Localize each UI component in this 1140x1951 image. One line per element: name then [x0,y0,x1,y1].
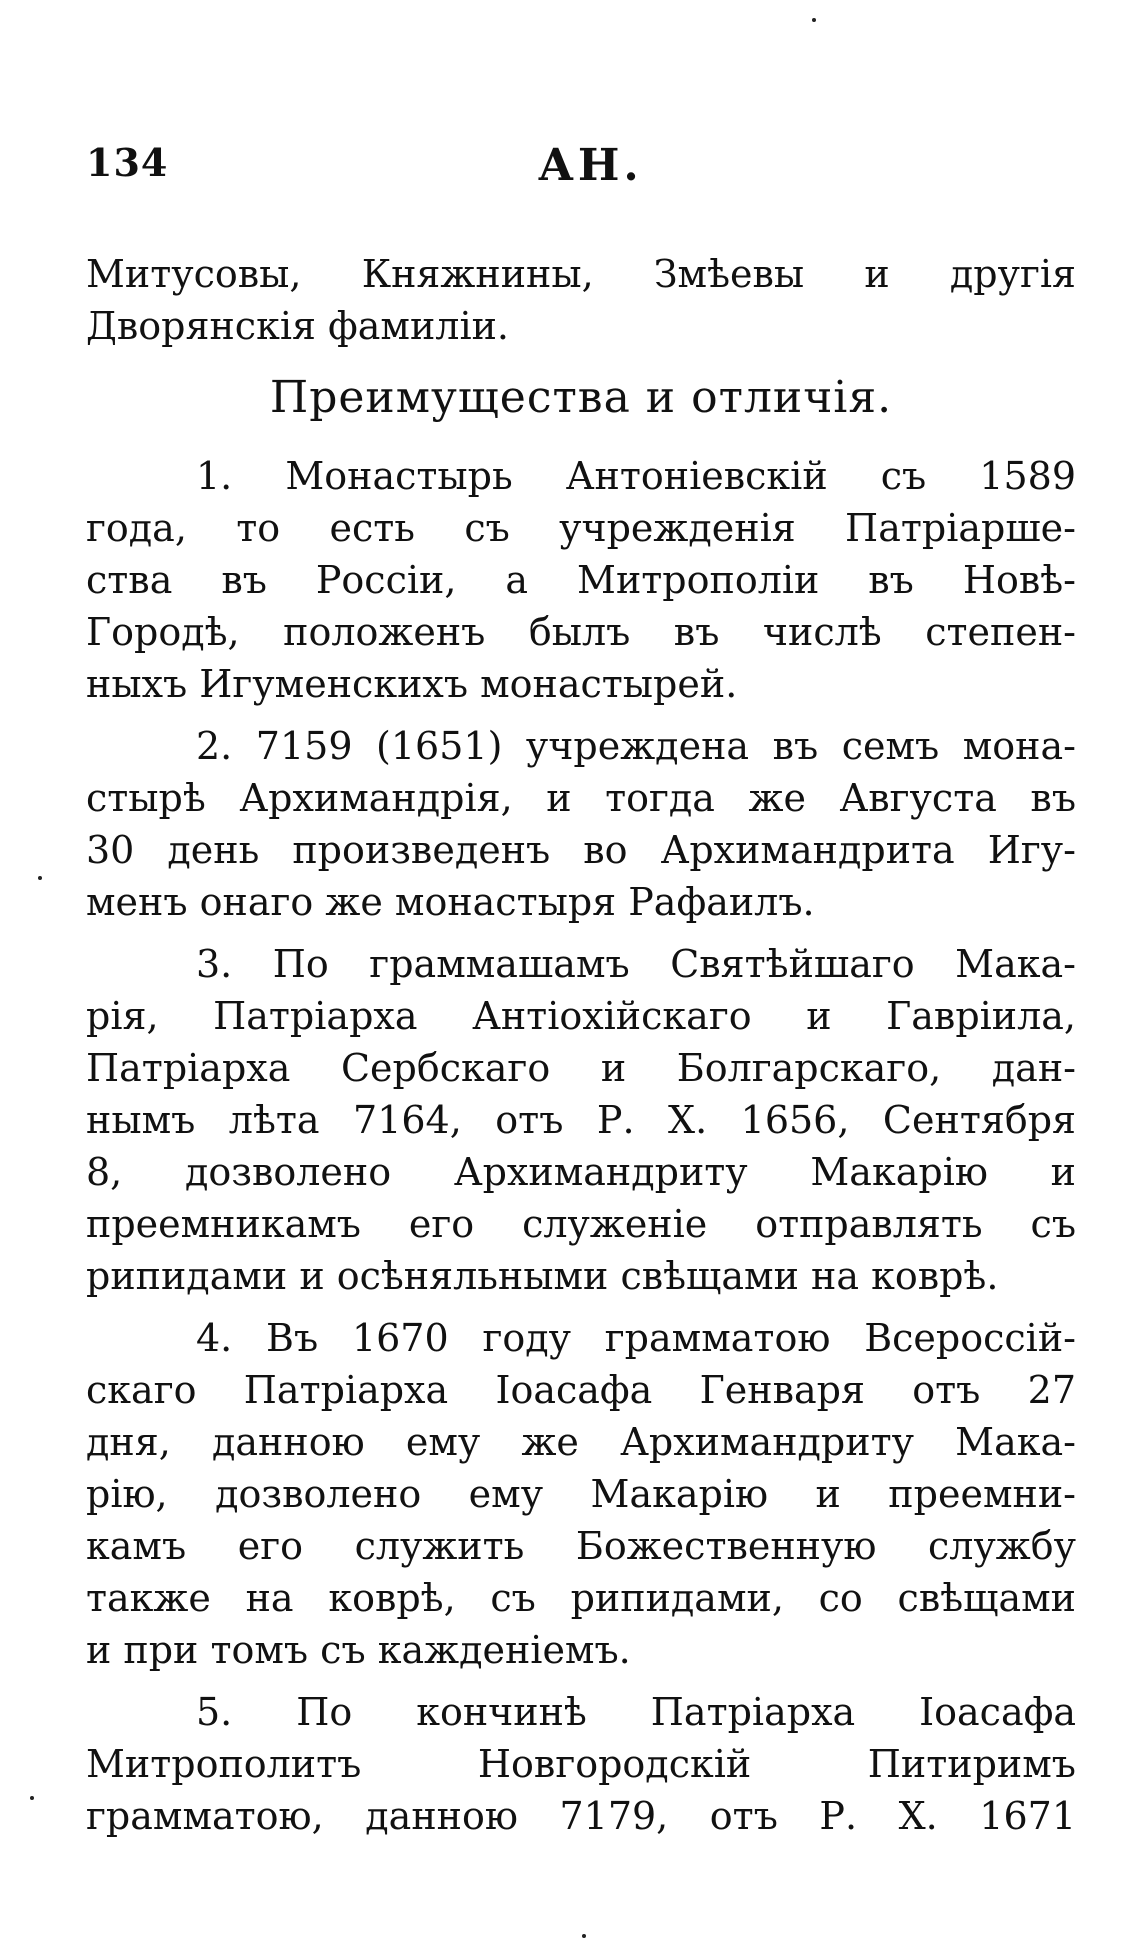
paragraph-3 [86,938,1076,1302]
margin-speck [812,18,816,22]
text-line: скаго Патріарха Іоасафа Генваря отъ 27 [86,1368,1076,1412]
paragraph-4 [86,1312,1076,1676]
margin-speck [38,876,42,880]
text-line: рипидами и осѣняльными свѣщами на коврѣ. [86,1254,999,1298]
text-line: ства въ Россіи, а Митрополіи въ Новѣ- [86,558,1076,602]
text-line: года, то есть съ учрежденія Патріарше- [86,506,1076,550]
text-line: и при томъ съ кажденіемъ. [86,1628,631,1672]
text-line: Митусовы, Княжнины, Змѣевы и другія [86,252,1076,296]
page-header [86,140,1066,200]
text-line: рія, Патріарха Антіохійскаго и Гавріила, [86,994,1076,1038]
text-line: 1. Монастырь Антоніевскій съ 1589 [196,454,1076,498]
text-line: нымъ лѣта 7164, отъ Р. Х. 1656, Сентября [86,1098,1076,1142]
text-line: 5. По кончинѣ Патріарха Іоасафа [196,1690,1076,1734]
text-line: грамматою, данною 7179, отъ Р. Х. 1671 [86,1794,1076,1838]
text-line: Городѣ, положенъ былъ въ числѣ степен- [86,610,1076,654]
text-line: 3. По граммашамъ Святѣйшаго Мака- [196,942,1076,986]
margin-speck [582,1934,586,1938]
text-line: Патріарха Сербскаго и Болгарскаго, дан- [86,1046,1076,1090]
text-line: преемникамъ его служеніе отправлять съ [86,1202,1076,1246]
running-head: АН. [538,140,643,191]
section-heading: Преимущества и отличія. [269,372,893,423]
body-text [86,248,1076,1852]
margin-speck [30,1796,34,1800]
paragraph-5 [86,1686,1076,1842]
text-line: 30 день произведенъ во Архимандрита Игу- [86,828,1076,872]
text-line: 2. 7159 (1651) учреждена въ семъ мона- [196,724,1076,768]
text-line: дня, данною ему же Архимандриту Мака- [86,1420,1076,1464]
text-line: Митрополитъ Новгородскій Питиримъ [86,1742,1076,1786]
text-line: Дворянскія фамиліи. [86,304,510,348]
paragraph-1 [86,450,1076,710]
paragraph-2 [86,720,1076,928]
text-line: рію, дозволено ему Макарію и преемни- [86,1472,1076,1516]
text-line: камъ его служить Божественную службу [86,1524,1076,1568]
intro-paragraph [86,248,1076,352]
text-line: менъ онаго же монастыря Рафаилъ. [86,880,815,924]
text-line: также на коврѣ, съ рипидами, со свѣщами [86,1576,1076,1620]
text-line: стырѣ Архимандрія, и тогда же Августа въ [86,776,1076,820]
page-number: 134 [86,140,169,185]
text-line: 4. Въ 1670 году грамматою Всероссій- [196,1316,1076,1360]
text-line: ныхъ Игуменскихъ монастырей. [86,662,738,706]
text-line: 8, дозволено Архимандриту Макарію и [86,1150,1076,1194]
